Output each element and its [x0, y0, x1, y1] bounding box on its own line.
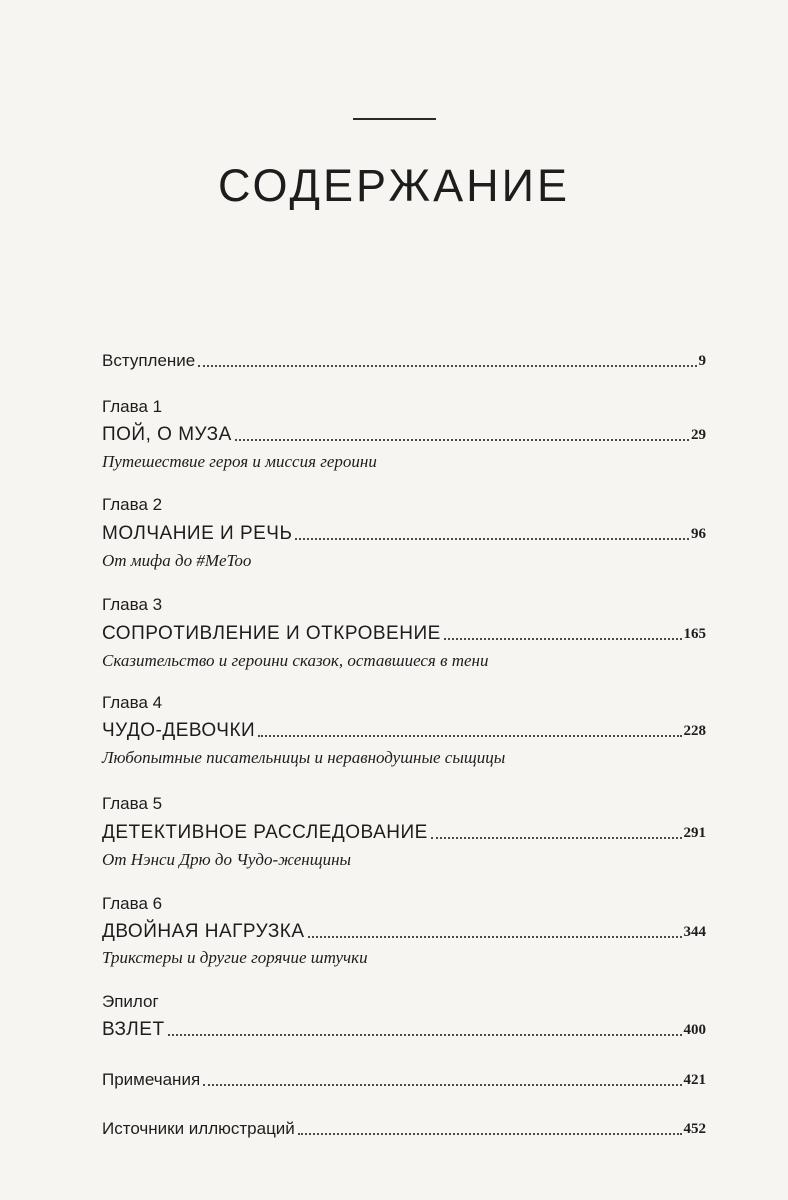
toc-entry-title: Вступление	[102, 351, 196, 370]
toc-entry-title: ПОЙ, О МУЗА	[102, 424, 232, 445]
chapter-subtitle: От Нэнси Дрю до Чудо-женщины	[102, 850, 352, 869]
toc-page-number: 96	[691, 526, 706, 542]
toc-entry-title: МОЛЧАНИЕ И РЕЧЬ	[102, 523, 293, 544]
toc-page-number: 29	[691, 427, 706, 443]
toc-entry-epilogue[interactable]	[102, 1015, 706, 1041]
chapter-label: Глава 1	[102, 397, 163, 416]
chapter-label: Глава 4	[102, 693, 163, 712]
toc-entry-intro[interactable]	[102, 346, 706, 372]
chapter-subtitle: Любопытные писательницы и неравнодушные сыщицы	[102, 748, 506, 767]
dot-leader	[444, 638, 682, 640]
toc-entry-chapter-4[interactable]	[102, 716, 706, 742]
dot-leader	[198, 365, 696, 367]
decorative-rule	[353, 118, 436, 120]
chapter-subtitle: От мифа до #MeToo	[102, 551, 252, 570]
dot-leader	[203, 1084, 681, 1086]
toc-page-number: 452	[683, 1121, 706, 1137]
dot-leader	[258, 735, 681, 737]
toc-page-number: 165	[683, 626, 706, 642]
toc-entry-notes[interactable]	[102, 1065, 706, 1091]
dot-leader	[168, 1034, 682, 1036]
dot-leader	[431, 837, 682, 839]
toc-entry-title: ЧУДО-ДЕВОЧКИ	[102, 720, 256, 741]
chapter-label: Глава 2	[102, 495, 163, 514]
chapter-label: Глава 6	[102, 894, 163, 913]
toc-entry-chapter-5[interactable]	[102, 818, 706, 844]
toc-entry-chapter-1[interactable]	[102, 420, 706, 446]
toc-page-number: 228	[683, 723, 706, 739]
toc-entry-title: ДВОЙНАЯ НАГРУЗКА	[102, 921, 305, 942]
epilogue-label: Эпилог	[102, 992, 159, 1011]
chapter-label: Глава 3	[102, 595, 163, 614]
dot-leader	[298, 1133, 682, 1135]
dot-leader	[308, 936, 682, 938]
page-title: СОДЕРЖАНИЕ	[218, 160, 570, 211]
toc-entry-title: СОПРОТИВЛЕНИЕ И ОТКРОВЕНИЕ	[102, 623, 441, 644]
toc-page-number: 291	[683, 825, 706, 841]
dot-leader	[295, 538, 689, 540]
toc-page-number: 9	[698, 353, 706, 369]
toc-entry-chapter-6[interactable]	[102, 917, 706, 943]
toc-entry-title: Примечания	[102, 1070, 201, 1089]
chapter-subtitle: Путешествие героя и миссия героини	[102, 452, 377, 471]
toc-page-number: 344	[683, 924, 706, 940]
chapter-subtitle: Сказительство и героини сказок, оставшиеся в тени	[102, 651, 489, 670]
toc-page-number: 400	[683, 1022, 706, 1038]
toc-entry-chapter-3[interactable]	[102, 619, 706, 645]
toc-entry-title: Источники иллюстраций	[102, 1119, 295, 1138]
toc-entry-chapter-2[interactable]	[102, 519, 706, 545]
chapter-subtitle: Трикстеры и другие горячие штучки	[102, 948, 368, 967]
toc-page-number: 421	[683, 1072, 706, 1088]
toc-entry-sources[interactable]	[102, 1114, 706, 1140]
toc-entry-title: ДЕТЕКТИВНОЕ РАССЛЕДОВАНИЕ	[102, 822, 428, 843]
chapter-label: Глава 5	[102, 794, 163, 813]
dot-leader	[235, 439, 689, 441]
toc-entry-title: ВЗЛЕТ	[102, 1019, 165, 1040]
